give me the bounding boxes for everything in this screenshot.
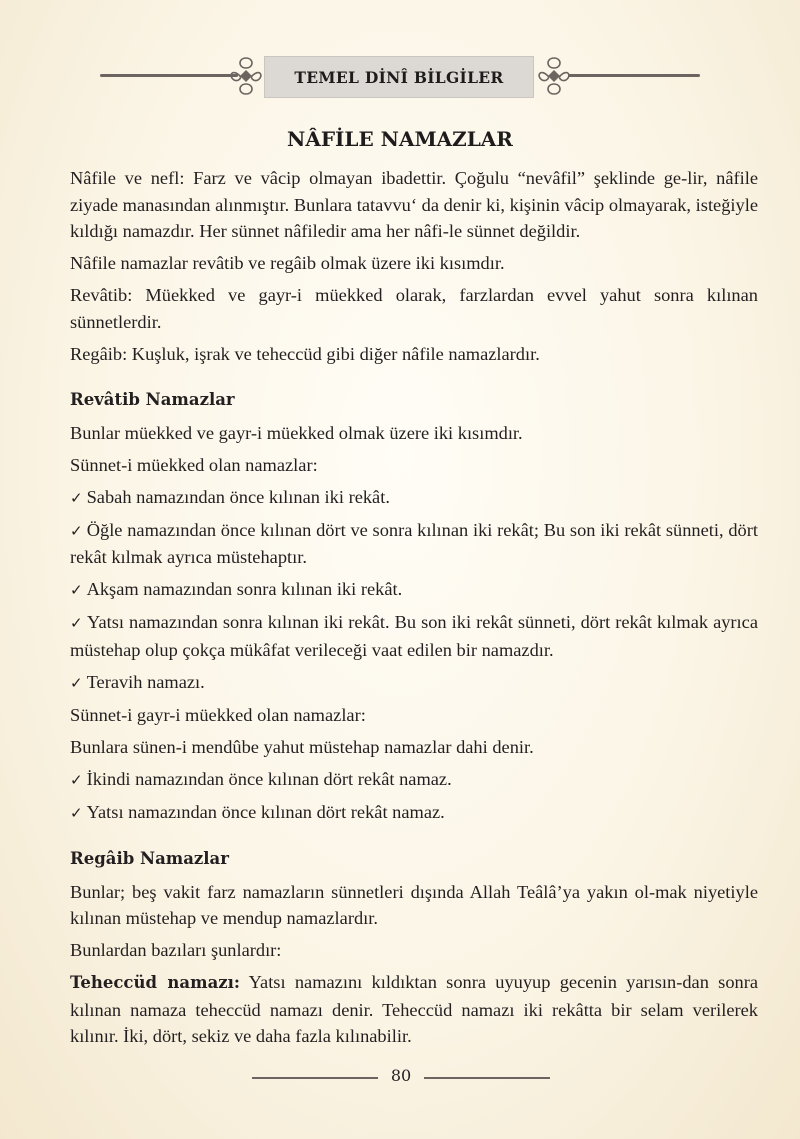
check-icon: ✓	[70, 770, 83, 789]
list-item: ✓ Teravih namazı.	[70, 671, 205, 692]
header-rule-left	[100, 74, 238, 77]
list-item: ✓ Sabah namazından önce kılınan iki rekât.	[70, 486, 390, 507]
check-icon: ✓	[70, 581, 83, 599]
gayri-muekked-label: Sünnet-i gayr-i müekked olan namazlar:	[70, 704, 366, 725]
page-footer	[0, 1066, 800, 1090]
page-title: NÂFİLE NAMAZLAR	[287, 127, 513, 151]
check-icon: ✓	[70, 673, 83, 692]
section-heading-revatib: Revâtib Namazlar	[70, 390, 235, 409]
check-icon: ✓	[70, 488, 83, 507]
gayri-muekked-note: Bunlara sünen-i mendûbe yahut müstehap namazlar dahi denir.	[70, 736, 534, 757]
list-item: ✓ İkindi namazından önce kılınan dört rekât namaz.	[70, 768, 452, 789]
footer-rule-left	[252, 1077, 378, 1079]
page-number: 80	[390, 1066, 412, 1085]
paragraph-regaib: Regâib: Kuşluk, işrak ve teheccüd gibi diğer nâfile namazlardır.	[70, 343, 540, 364]
check-icon: ✓	[70, 614, 83, 632]
regaib-intro: Bunlar; beş vakit farz namazların sünnetleri dışında Allah Teâlâ’ya yakın ol-mak niyetiyle kılınan müstehap ve mendup namazlardır.	[70, 881, 758, 928]
list-item: ✓ Yatsı namazından sonra kılınan iki rekât. Bu son iki rekât sünneti, dört rekât kılmak ayrıca müstehap olup çokça mükâfat verileceği vaat edilen bir namazdır.	[70, 612, 758, 660]
body-text	[70, 165, 758, 1055]
teheccud-term: Teheccüd namazı:	[70, 973, 240, 992]
running-header	[0, 52, 800, 100]
regaib-list-label: Bunlardan bazıları şunlardır:	[70, 940, 282, 960]
running-title: TEMEL DİNÎ BİLGİLER	[264, 56, 534, 98]
list-item: ✓ Yatsı namazından önce kılınan dört rekât namaz.	[70, 801, 445, 822]
footer-rule-right	[424, 1077, 550, 1079]
list-item: ✓ Akşam namazından sonra kılınan iki rekât.	[70, 579, 403, 599]
check-icon: ✓	[70, 521, 83, 540]
paragraph-types: Nâfile namazlar revâtib ve regâib olmak üzere iki kısımdır.	[70, 253, 505, 273]
revatib-intro: Bunlar müekked ve gayr-i müekked olmak üzere iki kısımdır.	[70, 422, 523, 443]
teheccud-paragraph: Teheccüd namazı: Yatsı namazını kıldıktan sonra uyuyup gecenin yarısın-dan sonra kılınan namaza teheccüd namazı denir. Teheccüd namazı iki rekâtta bir selam verilerek kılınır. İki, dört, sekiz ve daha fazla kılınabilir.	[70, 972, 758, 1046]
check-icon: ✓	[70, 803, 83, 822]
list-item: ✓ Öğle namazından önce kılınan dört ve sonra kılınan iki rekât; Bu son iki rekât sünneti, dört rekât kılmak ayrıca müstehaptır.	[70, 519, 758, 567]
section-heading-regaib: Regâib Namazlar	[70, 849, 229, 868]
paragraph-revatib: Revâtib: Müekked ve gayr-i müekked olarak, farzlardan evvel yahut sonra kılınan sünnetlerdir.	[70, 285, 758, 332]
ornament-left-icon	[226, 54, 266, 98]
muekked-label: Sünnet-i müekked olan namazlar:	[70, 454, 318, 475]
header-rule-right	[568, 74, 700, 77]
paragraph-definition: Nâfile ve nefl: Farz ve vâcip olmayan ibadettir. Çoğulu “nevâfil” şeklinde ge-lir, nâfile ziyade manasından alınmıştır. Bunlara tatavvu‘ da denir ki, kişinin vâcip olmayarak, isteğiyle kıldığı namazdır. Her sünnet nâfiledir ama her nâfi-le sünnet değildir.	[70, 168, 758, 241]
